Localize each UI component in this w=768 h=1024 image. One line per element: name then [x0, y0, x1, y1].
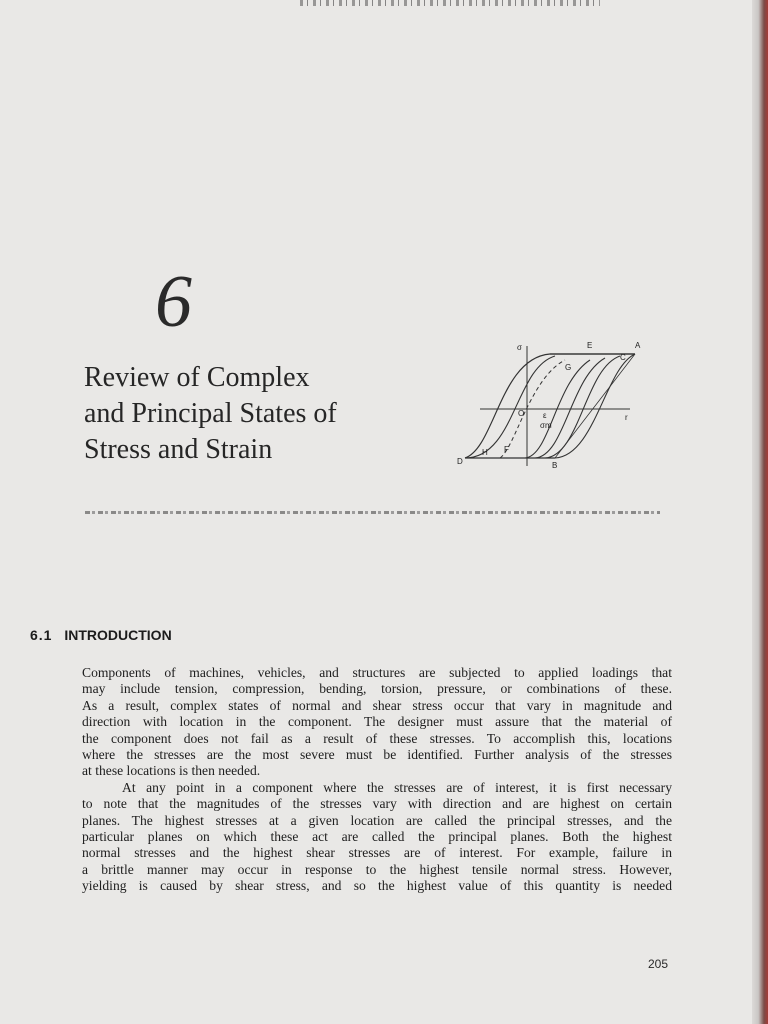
- body-text: [82, 665, 672, 895]
- hysteresis-loop-figure: [455, 338, 655, 473]
- label-h: H: [482, 448, 488, 457]
- text-line: may include tension, compression, bending, torsion, pressure, or combinations of these.: [82, 681, 672, 697]
- label-sigma-m: σm: [540, 421, 552, 430]
- label-a: A: [635, 341, 641, 350]
- label-b: B: [552, 461, 558, 470]
- paragraph: [82, 665, 672, 780]
- text-line: the component does not fail as a result of these stresses. To accomplish this, locations: [82, 730, 672, 746]
- text-line: planes. The highest stresses at a given location are called the principal stresses, and the: [82, 812, 672, 828]
- chapter-title: [84, 360, 414, 468]
- section-heading: [30, 627, 172, 643]
- label-r: r: [625, 413, 628, 422]
- text-line: As a result, complex states of normal and shear stress occur that vary in magnitude and: [82, 697, 672, 713]
- text-line: normal stresses and the highest shear stresses are of interest. For example, failure in: [82, 845, 672, 861]
- chapter-title-line: Stress and Strain: [84, 434, 273, 465]
- paragraph: [82, 780, 672, 895]
- label-d: D: [457, 457, 463, 466]
- page-edge-shadow: [752, 0, 768, 1024]
- label-g: G: [565, 363, 572, 372]
- text-line: particular planes on which these act are called the principal planes. Both the highest: [82, 829, 672, 845]
- label-e: E: [587, 341, 593, 350]
- chapter-number: 6: [155, 261, 192, 343]
- text-line: to note that the magnitudes of the stresses vary with direction and are highest on certain: [82, 796, 672, 812]
- text-line: at these locations is then needed.: [82, 763, 261, 779]
- label-f: F: [504, 445, 509, 454]
- label-epsilon: ε: [543, 411, 547, 420]
- text-line: At any point in a component where the stresses are of interest, it is first necessary: [122, 779, 672, 795]
- text-line: a brittle manner may occur in response to the highest tensile normal stress. However,: [82, 861, 672, 877]
- label-c: C: [620, 353, 626, 362]
- section-number: 6.1: [30, 627, 53, 643]
- label-o: O: [518, 409, 525, 418]
- header-divider: [85, 511, 660, 514]
- text-line: yielding is caused by shear stress, and so the highest value of this quantity is needed: [82, 878, 672, 894]
- text-line: where the stresses are the most severe must be identified. Further analysis of the stresses: [82, 747, 672, 763]
- loop-outer: [465, 354, 635, 458]
- text-line: Components of machines, vehicles, and structures are subjected to applied loadings that: [82, 665, 672, 680]
- page-number: 205: [648, 957, 669, 971]
- label-sigma: σ: [517, 343, 522, 352]
- scan-artifact: [300, 0, 600, 6]
- text-line: direction with location in the component. The designer must assure that the material of: [82, 714, 672, 730]
- section-title: INTRODUCTION: [64, 627, 172, 643]
- chapter-title-line: Review of Complex: [84, 362, 310, 393]
- chapter-title-line: and Principal States of: [84, 398, 337, 429]
